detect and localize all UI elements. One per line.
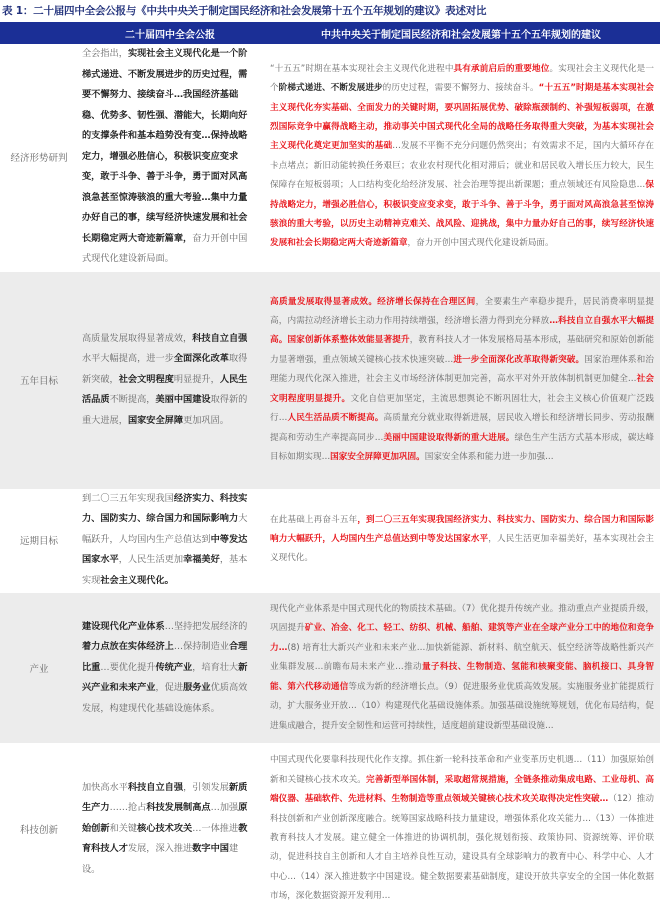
plain-text: ，教育科技人才一体发展格局基本形成，基础研究和原始创新能力显著增强，重点领域关键核心技术快速突破… bbox=[270, 335, 654, 365]
table-row-tech-innovation bbox=[0, 743, 660, 915]
plain-text: 国家治理体系和治理能力现代化深入推进，社会主义市场经济体制更加完善，高水平对外开放体制机制更加健全… bbox=[270, 354, 654, 385]
table-row-economic-situation bbox=[0, 44, 660, 271]
bold-keyword: 国家安全屏障 bbox=[127, 414, 184, 426]
plain-text: 奋力开创中国式现代化建设新局面。 bbox=[82, 232, 248, 264]
communique-text bbox=[78, 743, 262, 915]
proposal-text bbox=[262, 489, 660, 593]
plain-text: 和关键 bbox=[109, 822, 138, 834]
bold-keyword: 新质生产力 bbox=[82, 781, 248, 814]
plain-text: 绿色生产生活方式基本形成，碳达峰目标如期实现… bbox=[270, 432, 654, 462]
plain-text: 明显提升， bbox=[173, 373, 220, 385]
row-category: 五年目标 bbox=[0, 271, 78, 489]
bold-keyword: 服务业 bbox=[183, 682, 211, 694]
plain-text: ，基本实现 bbox=[82, 554, 248, 586]
red-highlight: 人民生活品质不断提高。 bbox=[287, 413, 384, 424]
red-highlight: ，到二〇三五年实现我国经济实力、科技实力、国防实力、综合国力和国际影响力大幅跃升，人均国内生产总值达到中等发达国家水平 bbox=[270, 514, 654, 545]
plain-text: 水平大幅提高，进一步 bbox=[82, 353, 174, 365]
header-proposal: 中共中央关于制定国民经济和社会发展第十五个五年规划的建议 bbox=[321, 29, 601, 41]
row-category: 科技创新 bbox=[0, 743, 78, 915]
plain-text: 不断提高， bbox=[109, 394, 156, 406]
plain-text: 全会指出， bbox=[82, 48, 128, 59]
plain-text: 到二〇三五年实现我国 bbox=[82, 492, 174, 504]
plain-text: ，全要素生产率稳步提升，居民消费率明显提高，内需拉动经济增长主动力作用持续增强，经济增长潜力得到充分释放 bbox=[270, 296, 654, 327]
red-highlight: 高质量发展取得显著成效。经济增长保持在合理区间 bbox=[270, 296, 476, 307]
bold-keyword: 合理比重 bbox=[82, 641, 248, 673]
red-highlight: 进一步全面深化改革取得新突破。 bbox=[453, 354, 585, 365]
plain-text: 建设。 bbox=[82, 843, 239, 875]
plain-text: 高质量充分就业取得新进展，居民收入增长和经济增长同步、劳动报酬提高和劳动生产率提高同步… bbox=[270, 413, 654, 443]
plain-text: ，促进 bbox=[155, 682, 184, 694]
plain-text: 文化自信更加坚定，主流思想舆论不断巩固壮大，社会主义核心价值观广泛践行… bbox=[270, 393, 654, 424]
plain-text: ，人民生活更加幸福美好，基本实现社会主义现代化。 bbox=[270, 534, 654, 564]
row-category: 经济形势研判 bbox=[0, 44, 78, 271]
plain-text: ，引领发展 bbox=[183, 781, 229, 793]
plain-text: …坚持把发展经济的 bbox=[164, 620, 248, 632]
red-highlight: 社会文明程度明显提升。 bbox=[270, 374, 654, 404]
proposal-text bbox=[262, 44, 660, 271]
comparison-table bbox=[0, 22, 660, 915]
plain-text: …发展不平衡不充分问题仍然突出；有效需求不足，国内大循环存在卡点堵点；新旧动能转换任务艰巨；农业农村现代化相对滞后；就业和居民收入增长压力较大，民生保障存在短板弱项；人口结构变化给经济发展、社会治理等提出新课题；重点领域还有风险隐患… bbox=[270, 141, 654, 191]
plain-text: …加强 bbox=[210, 802, 239, 814]
proposal-text bbox=[262, 743, 660, 915]
red-highlight: 矿业、冶金、化工、轻工、纺织、机械、船舶、建筑等产业在全球产业分工中的地位和竞争力… bbox=[270, 623, 654, 653]
plain-text: 中国式现代化要靠科技现代化作支撑。抓住新一轮科技革命和产业变革历史机遇…（11）加强原始创新和关键核心技术攻关。 bbox=[270, 755, 654, 785]
bold-keyword: 教育科技人才 bbox=[82, 822, 248, 855]
bold-keyword: 实现社会主义现代化是一个阶梯式递进、不断发展进步的历史过程，需要不懈努力、接续奋斗…我国经济基础稳、优势多、韧性强、潜能大，长期向好的支撑条件和基本趋势没有变…保持战略定力，增强必胜信心，积极识变应变求变，敢于斗争、善于斗争，勇于面对风高浪急甚至惊涛骇浪的重大考验…集中力量办好自己的事，续写经济快速发展和社会长期稳定两大奇迹新篇章， bbox=[82, 48, 248, 244]
bold-keyword: 社会主义现代化。 bbox=[100, 574, 174, 586]
table-row-long-term-goals bbox=[0, 489, 660, 593]
communique-text bbox=[78, 592, 262, 743]
plain-text: （12）推动科技创新和产业创新深度融合。统筹国家战略科技力量建设，增强体系化攻关能力…（13）一体推进教育科技人才发展。建立健全一体推进的协调机制，强化规划衔接、政策协同、资源统筹、评价联动，促进科技自主创新和人才自主培养良性互动，建设具有全球影响力的教育中心、科学中心、人才中心…（14）深入推进数字中国建设。健全数据要素基础制度，建设开放共享安全的全国一体化数据市场，深化数据资源开发利用… bbox=[270, 794, 654, 902]
bold-keyword: 原始创新 bbox=[82, 802, 248, 834]
red-highlight: 美丽中国建设取得新的重大进展。 bbox=[383, 432, 515, 443]
table-row-five-year-goals bbox=[0, 271, 660, 489]
bold-keyword: 中等发达国家水平 bbox=[82, 533, 248, 565]
plain-text: 大幅跃升，人均国内生产总值达到 bbox=[82, 513, 248, 545]
row-category: 远期目标 bbox=[0, 489, 78, 593]
plain-text: ，培育壮大 bbox=[192, 661, 239, 673]
plain-text: 优质高效发展，构建现代化基础设施体系。 bbox=[82, 682, 248, 714]
plain-text: 取得新突破， bbox=[82, 353, 248, 385]
table-header-row bbox=[0, 22, 660, 44]
red-highlight: “十五五”时期是基本实现社会主义现代化夯实基础、全面发力的关键时期，要巩固拓展优势、破除瓶颈制约、补强短板弱项，在激烈国际竞争中赢得战略主动，推动事关中国式现代化全局的战略任务取得重大突破，为基本实现社会主义现代化奠定更加坚实的基础 bbox=[270, 83, 654, 152]
communique-text bbox=[78, 271, 262, 489]
bold-keyword: 建设现代化产业体系 bbox=[82, 620, 165, 632]
row-category: 产业 bbox=[0, 592, 78, 743]
red-highlight: 保持战略定力，增强必胜信心，积极识变应变求变，敢于斗争、善于斗争，勇于面对风高浪急甚至惊涛骇浪的重大考验，以历史主动精神克难关、战风险、迎挑战，集中力量办好自己的事，续写经济快速发展和社会长期稳定两大奇迹新篇章 bbox=[270, 180, 654, 249]
red-highlight: …科技自立自强水平大幅提高。国家创新体系整体效能显著提升 bbox=[270, 316, 654, 346]
bold-keyword: 经济实力、科技实力、国防实力、综合国力和国际影响力 bbox=[82, 492, 248, 524]
plain-text: ，奋力开创中国式现代化建设新局面。 bbox=[407, 238, 554, 249]
table-title: 表 1：二十届四中全会公报与《中共中央关于制定国民经济和社会发展第十五个五年规划的建议》表述对比 bbox=[2, 5, 487, 17]
plain-text: 加快高水平 bbox=[82, 781, 128, 793]
plain-text: “十五五”时期在基本实现社会主义现代化进程中 bbox=[270, 63, 454, 74]
bold-keyword: 社会文明程度 bbox=[118, 373, 174, 385]
bold-keyword: 阶梯式递进、不断发展进步 bbox=[278, 83, 383, 94]
plain-text: ……抢占 bbox=[109, 802, 147, 814]
plain-text: 现代化产业体系是中国式现代化的物质技术基础。（7）优化提升传统产业。推动重点产业提质升级，巩固提升 bbox=[270, 604, 654, 634]
communique-text bbox=[78, 489, 262, 593]
bold-keyword: 科技发展制高点 bbox=[146, 802, 211, 814]
bold-keyword: 着力点放在实体经济上 bbox=[82, 641, 174, 653]
bold-keyword: 美丽中国建设 bbox=[155, 394, 211, 406]
proposal-text bbox=[262, 592, 660, 743]
plain-text: …一体推进 bbox=[192, 822, 239, 834]
plain-text: 在此基础上再奋斗五年 bbox=[270, 514, 358, 525]
plain-text: 高质量发展取得显著成效， bbox=[82, 332, 193, 344]
plain-text: 取得新的重大进展， bbox=[82, 394, 248, 426]
plain-text: 等成为新的经济增长点。（9）促进服务业优质高效发展。实施服务业扩能提质行动，扩大服务业开放…（10）构建现代化基础设施体系。加强基础设施统筹规划，优化布局结构，促进集成融合，提升安全韧性和运营可持续性，适度超前建设新型基础设施… bbox=[270, 681, 654, 731]
red-highlight: 国家安全屏障更加巩固。 bbox=[330, 451, 425, 462]
plain-text: (8) 培育壮大新兴产业和未来产业…加快新能源、新材料、航空航天、低空经济等战略性新兴产业集群发展…前瞻布局未来产业…推动 bbox=[270, 642, 654, 673]
plain-text: 更加巩固。 bbox=[183, 414, 229, 426]
bold-keyword: 人民生活品质 bbox=[82, 373, 248, 406]
proposal-text bbox=[262, 271, 660, 489]
red-highlight: 量子科技、生物制造、氢能和核聚变能、脑机接口、具身智能、第六代移动通信 bbox=[270, 662, 654, 692]
bold-keyword: 科技自立自强 bbox=[127, 781, 184, 793]
plain-text: …保持制造业 bbox=[173, 641, 229, 653]
plain-text: 的历史过程，需要不懈努力、接续奋斗。 bbox=[382, 83, 539, 94]
plain-text: …要优化提升 bbox=[100, 661, 156, 673]
header-category bbox=[0, 22, 78, 44]
table-row-industry bbox=[0, 592, 660, 743]
bold-keyword: 数字中国 bbox=[192, 843, 229, 855]
plain-text: 国家安全体系和能力进一步加强… bbox=[424, 451, 554, 462]
bold-keyword: 传统产业 bbox=[155, 661, 193, 673]
bold-keyword: 新兴产业和未来产业 bbox=[82, 661, 248, 694]
communique-text bbox=[78, 44, 262, 271]
header-communique: 二十届四中全会公报 bbox=[125, 29, 215, 41]
bold-keyword: 全面深化改革 bbox=[173, 353, 229, 365]
red-highlight: 具有承前启后的重要地位 bbox=[453, 63, 550, 74]
plain-text: 。实现社会主义现代化是一个 bbox=[270, 63, 654, 94]
plain-text: ，人民生活更加 bbox=[118, 554, 184, 565]
bold-keyword: 幸福美好 bbox=[183, 554, 220, 565]
bold-keyword: 核心技术攻关 bbox=[137, 822, 193, 834]
red-highlight: 完善新型举国体制，采取超常规措施，全链条推动集成电路、工业母机、高端仪器、基础软件、先进材料、生物制造等重点领域关键核心技术攻关取得决定性突破… bbox=[270, 774, 654, 805]
bold-keyword: 科技自立自强 bbox=[192, 332, 248, 344]
plain-text: 发展，深入推进 bbox=[127, 843, 193, 855]
